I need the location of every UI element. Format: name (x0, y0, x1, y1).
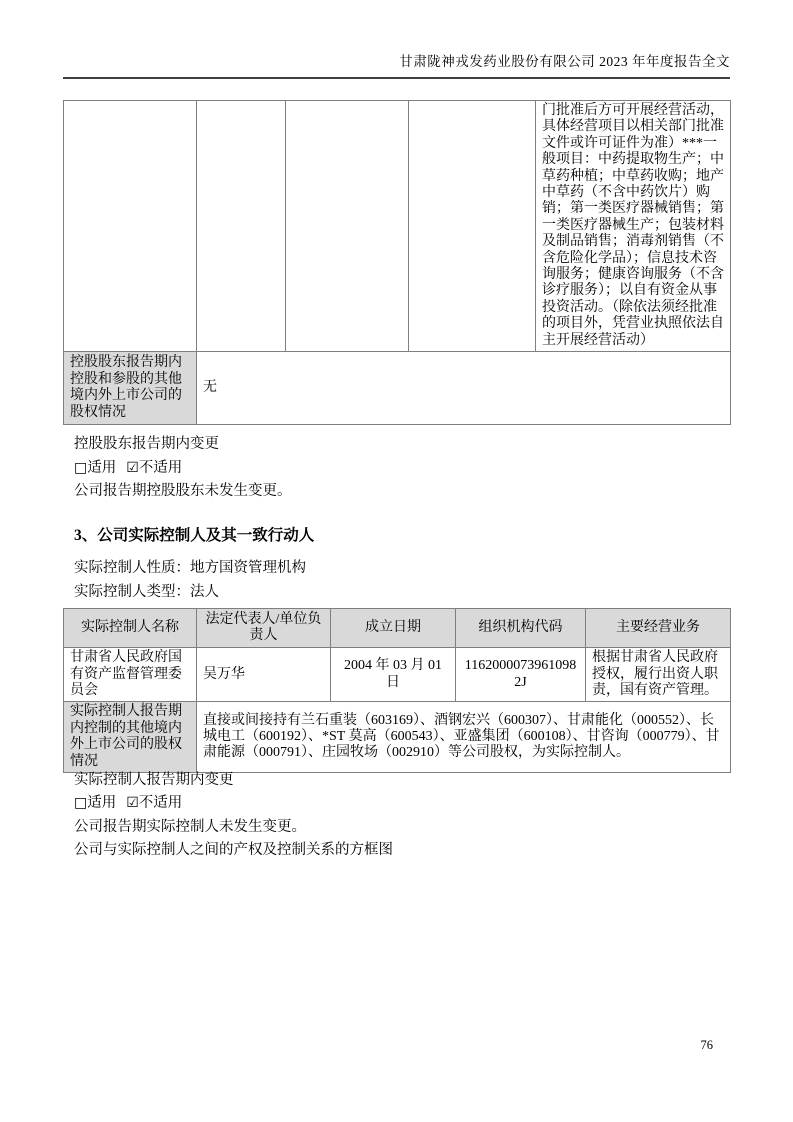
not-applicable-label: 不适用 (138, 459, 183, 476)
business-scope-cell: 门批准后方可开展经营活动，具体经营项目以相关部门批准文件或许可证件为准）***一般项目：中药提取物生产；中草药种植；中草药收购；地产中草药（不含中药饮片）购销；第一类医疗器械销售；第一类医疗器械生产；包装材料及制品销售；消毒剂销售（不含危险化学品）；信息技术咨询服务；健康咨询服务（不含诊疗服务）；以自有资金从事投资活动。（除依法须经批准的项目外，凭营业执照依法自主开展经营活动） (536, 101, 731, 352)
applicability-line (63, 796, 730, 811)
table-row (64, 702, 731, 773)
checkbox-unchecked-icon: □ (74, 459, 88, 476)
option-not-applicable (126, 460, 182, 476)
table-row (64, 648, 731, 702)
controller-nature-line: 实际控制人性质：地方国资管理机构 (74, 560, 306, 577)
row-value-cell: 直接或间接持有兰石重装（603169）、酒钢宏兴（600307）、甘肃能化（000552）、长城电工（600192）、*ST 莫高（600543）、亚盛集团（600108）、甘咨询（000779）、甘肃能源（000791）、庄园牧场（002910）等公司股权，为实际控制人。 (197, 702, 731, 773)
table-row (64, 101, 731, 352)
controlling-shareholder-table (63, 100, 731, 425)
change-in-period-title: 控股股东报告期内变更 (74, 436, 219, 453)
controller-name-cell: 甘肃省人民政府国有资产监督管理委员会 (64, 648, 197, 702)
main-business-cell: 根据甘肃省人民政府授权，履行出资人职责，国有资产管理。 (586, 648, 731, 702)
column-header: 实际控制人名称 (64, 609, 197, 648)
checkbox-unchecked-icon: □ (74, 795, 88, 812)
controller-change-note: 公司报告期实际控制人未发生变更。 (74, 818, 306, 835)
page-header (63, 0, 730, 79)
empty-cell (409, 101, 536, 352)
controller-change-title: 实际控制人报告期内变更 (74, 771, 234, 788)
applicability-line (63, 461, 730, 476)
legal-representative-cell: 吴万华 (197, 648, 331, 702)
row-value-cell: 无 (197, 352, 731, 425)
column-header: 成立日期 (331, 609, 456, 648)
diagram-caption: 公司与实际控制人之间的产权及控制关系的方框图 (74, 842, 393, 859)
column-header: 主要经营业务 (586, 609, 731, 648)
org-code-cell: 11620000739610982J (456, 648, 586, 702)
report-title: 甘肃陇神戎发药业股份有限公司 2023 年年度报告全文 (399, 54, 730, 69)
checkbox-checked-icon: ☑ (126, 459, 139, 476)
page-number: 76 (700, 1038, 713, 1052)
empty-cell (197, 101, 286, 352)
option-applicable (74, 460, 116, 476)
established-date-cell: 2004 年 03 月 01 日 (331, 648, 456, 702)
actual-controller-table (63, 608, 731, 773)
applicable-label: 适用 (87, 459, 117, 476)
row-label-cell: 实际控制人报告期内控制的其他境内外上市公司的股权情况 (64, 702, 197, 773)
row-label-cell: 控股股东报告期内控股和参股的其他境内外上市公司的股权情况 (64, 352, 197, 425)
table-header-row (64, 609, 731, 648)
checkbox-checked-icon: ☑ (126, 795, 139, 812)
column-header: 法定代表人/单位负责人 (197, 609, 331, 648)
section-heading: 3、公司实际控制人及其一致行动人 (74, 527, 315, 545)
option-applicable (74, 795, 116, 811)
table-row (64, 352, 731, 425)
not-applicable-label: 不适用 (138, 795, 183, 812)
change-note: 公司报告期控股股东未发生变更。 (74, 483, 292, 500)
empty-cell (64, 101, 197, 352)
empty-cell (286, 101, 409, 352)
column-header: 组织机构代码 (456, 609, 586, 648)
option-not-applicable (126, 795, 182, 811)
controller-type-line: 实际控制人类型：法人 (74, 583, 219, 600)
applicable-label: 适用 (87, 795, 117, 812)
